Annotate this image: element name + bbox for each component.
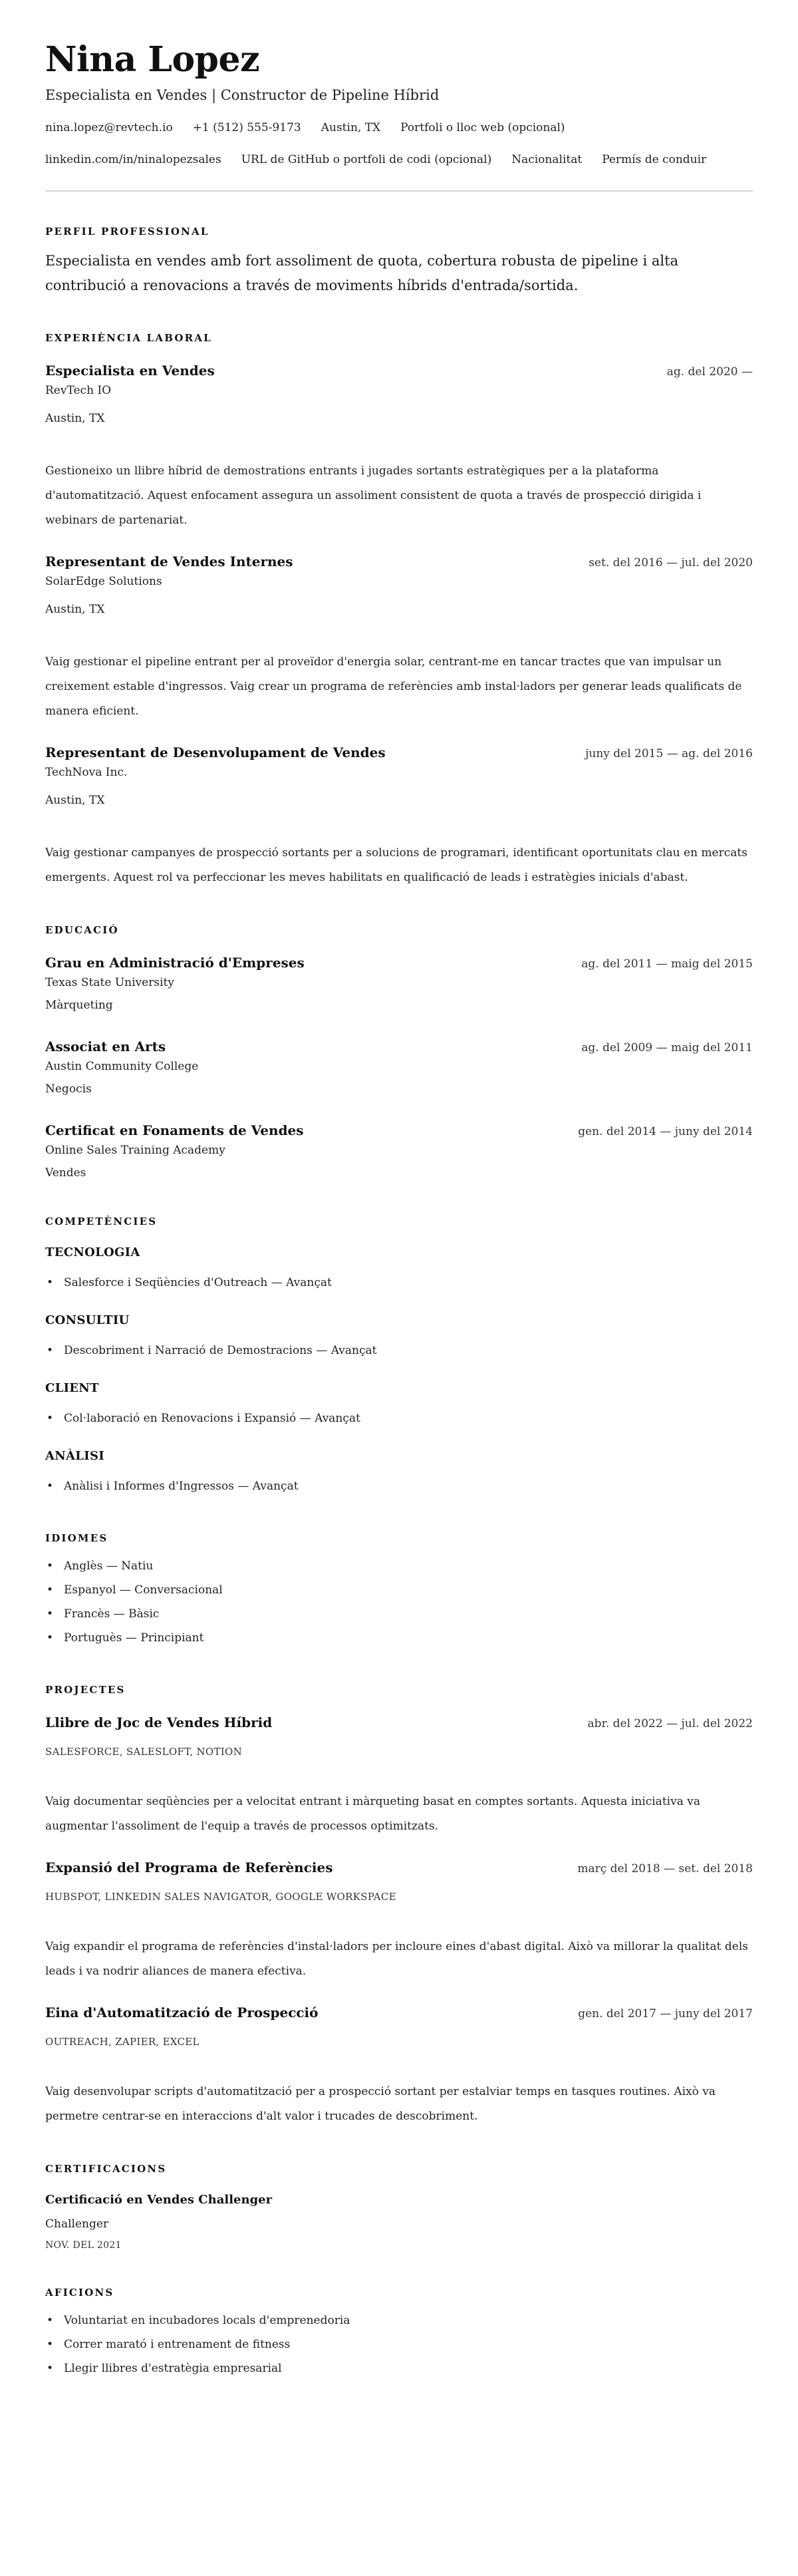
job-location: Austin, TX [45,412,105,425]
summary-text: Especialista en vendes amb fort assoliment de quota, cobertura robusta de pipeline i alta contribució a renovacions a través de moviments híbrids d'entrada/sortida. [45,253,679,293]
language-item: • Portuguès — Principiant [45,1626,753,1650]
job-location: Austin, TX [45,603,105,616]
skill-item: • Anàlisi i Informes d'Ingressos — Avançat [45,1474,753,1498]
candidate-headline: Especialista en Vendes | Constructor de Pipeline Híbrid [45,87,440,103]
projects-section [45,1683,753,2129]
contact-email[interactable]: nina.lopez@revtech.io [45,121,173,134]
school-name: Online Sales Training Academy [45,1144,225,1157]
skill-item: • Col·laboració en Renovacions i Expansió — Avançat [45,1406,753,1430]
job-company: SolarEdge Solutions [45,575,162,588]
certification-name: Certificació en Vendes Challenger [45,2193,273,2207]
certifications-section [45,2162,753,2253]
contact-driving-license: Permís de conduir [602,153,707,166]
section-title-projects: PROJECTES [45,1684,126,1696]
education-entry [45,953,753,1014]
skill-list [45,1406,753,1430]
experience-entry [45,552,753,724]
field-of-study: Vendes [45,1166,86,1180]
language-item: • Anglès — Natiu [45,1554,753,1578]
candidate-name: Nina Lopez [45,39,260,80]
hobby-list [45,2309,753,2380]
job-location: Austin, TX [45,794,105,807]
section-title-experience: EXPERIÈNCIA LABORAL [45,332,212,344]
project-tech-stack: SALESFORCE, SALESLOFT, NOTION [45,1746,243,1758]
project-dates: gen. del 2017 — juny del 2017 [578,2007,753,2020]
experience-entry [45,742,753,890]
summary-section [45,225,753,298]
section-title-summary: PERFIL PROFESSIONAL [45,226,209,238]
project-tech-stack: OUTREACH, ZAPIER, EXCEL [45,2036,200,2048]
field-of-study: Màrqueting [45,999,113,1012]
language-list [45,1554,753,1650]
project-entry [45,1712,753,1839]
project-entry [45,2003,753,2129]
project-description: Vaig desenvolupar scripts d'automatització per a prospecció sortant per estalviar temps en tasques routines. Això va permetre centrar-se en interaccions d'alt valor i trucades de descobriment. [45,2085,716,2123]
project-name: Eina d'Automatització de Prospecció [45,2005,319,2020]
skill-category: ANÀLISI [45,1449,104,1463]
experience-entry [45,361,753,533]
skills-section [45,1215,753,1498]
job-company: RevTech IO [45,384,112,397]
project-description: Vaig documentar seqüències per a velocitat entrant i màrqueting basat en comptes sortants. Aquesta iniciativa va augmentar l'assoliment de l'equip a través de processos optimitzats. [45,1795,700,1833]
school-name: Texas State University [45,976,174,989]
degree-title: Certificat en Fonaments de Vendes [45,1122,304,1138]
languages-section [45,1531,753,1650]
job-dates: ag. del 2020 — [666,365,753,379]
degree-dates: ag. del 2009 — maig del 2011 [581,1041,753,1054]
skill-list [45,1271,753,1295]
job-description: Vaig gestionar campanyes de prospecció sortants per a solucions de programari, identificant oportunitats clau en mercats emergents. Aquest rol va perfeccionar les meves habilitats en qualificació de leads i estratègies inicials d'abast. [45,846,747,884]
certification-date: NOV. DEL 2021 [45,2240,122,2251]
project-name: Expansió del Programa de Referències [45,1859,333,1875]
section-title-education: EDUCACIÓ [45,924,119,936]
contact-list [45,120,753,184]
section-title-skills: COMPETÈNCIES [45,1215,158,1227]
skill-list [45,1474,753,1498]
contact-linkedin[interactable]: linkedin.com/in/ninalopezsales [45,153,221,166]
header-divider [45,190,753,192]
job-title: Especialista en Vendes [45,363,215,379]
degree-dates: ag. del 2011 — maig del 2015 [581,957,753,971]
job-description: Vaig gestionar el pipeline entrant per al proveïdor d'energia solar, centrant-me en tancar tractes que van impulsar un creixement estable d'ingressos. Vaig crear un programa de referències amb instal·ladors per generar leads qualificats de manera eficient. [45,655,742,718]
certification-issuer: Challenger [45,2217,109,2231]
job-title: Representant de Desenvolupament de Vendes [45,744,386,760]
language-item: • Francès — Bàsic [45,1602,753,1626]
education-section [45,923,753,1182]
education-entry [45,1037,753,1098]
job-title: Representant de Vendes Internes [45,554,293,569]
project-dates: abr. del 2022 — jul. del 2022 [587,1717,753,1730]
skill-list [45,1339,753,1363]
project-description: Vaig expandir el programa de referències d'instal·ladors per incloure eines d'abast digital. Això va millorar la qualitat dels leads i va nodrir aliances de manera efectiva. [45,1940,748,1978]
contact-portfolio[interactable]: Portfoli o lloc web (opcional) [400,121,565,134]
job-dates: juny del 2015 — ag. del 2016 [585,747,753,760]
project-dates: març del 2018 — set. del 2018 [577,1862,753,1875]
degree-dates: gen. del 2014 — juny del 2014 [578,1125,753,1138]
skill-category: CONSULTIU [45,1313,130,1327]
section-title-certifications: CERTIFICACIONS [45,2163,167,2175]
hobby-item: • Voluntariat en incubadores locals d'emprenedoria [45,2309,753,2333]
job-dates: set. del 2016 — jul. del 2020 [589,556,753,569]
contact-phone[interactable]: +1 (512) 555-9173 [192,121,301,134]
section-title-languages: IDIOMES [45,1532,108,1544]
education-entry [45,1120,753,1182]
skill-item: • Descobriment i Narració de Demostracions — Avançat [45,1339,753,1363]
certification-entry [45,2191,753,2253]
section-title-hobbies: AFICIONS [45,2287,114,2299]
degree-title: Grau en Administració d'Empreses [45,955,305,971]
project-entry [45,1857,753,1984]
contact-location: Austin, TX [321,121,381,134]
skill-category: CLIENT [45,1381,99,1395]
skill-category: TECNOLOGIA [45,1245,140,1259]
hobbies-section [45,2286,753,2380]
field-of-study: Negocis [45,1082,92,1096]
contact-nationality: Nacionalitat [511,153,583,166]
contact-github[interactable]: URL de GitHub o portfoli de codi (opcional) [241,153,492,166]
experience-section [45,331,753,890]
school-name: Austin Community College [45,1060,199,1073]
project-name: Llibre de Joc de Vendes Híbrid [45,1714,273,1730]
job-company: TechNova Inc. [45,766,128,779]
language-item: • Espanyol — Conversacional [45,1578,753,1602]
degree-title: Associat en Arts [45,1039,166,1054]
skill-item: • Salesforce i Seqüències d'Outreach — Avançat [45,1271,753,1295]
hobby-item: • Correr marató i entrenament de fitness [45,2333,753,2356]
project-tech-stack: HUBSPOT, LINKEDIN SALES NAVIGATOR, GOOGLE WORKSPACE [45,1891,396,1903]
hobby-item: • Llegir llibres d'estratègia empresarial [45,2356,753,2380]
job-description: Gestioneixo un llibre híbrid de demostrations entrants i jugades sortants estratègiques per a la plataforma d'automatització. Aquest enfocament assegura un assoliment consistent de quota a través de prospecció dirigida i webinars de partenariat. [45,464,702,527]
resume-header [45,39,753,192]
